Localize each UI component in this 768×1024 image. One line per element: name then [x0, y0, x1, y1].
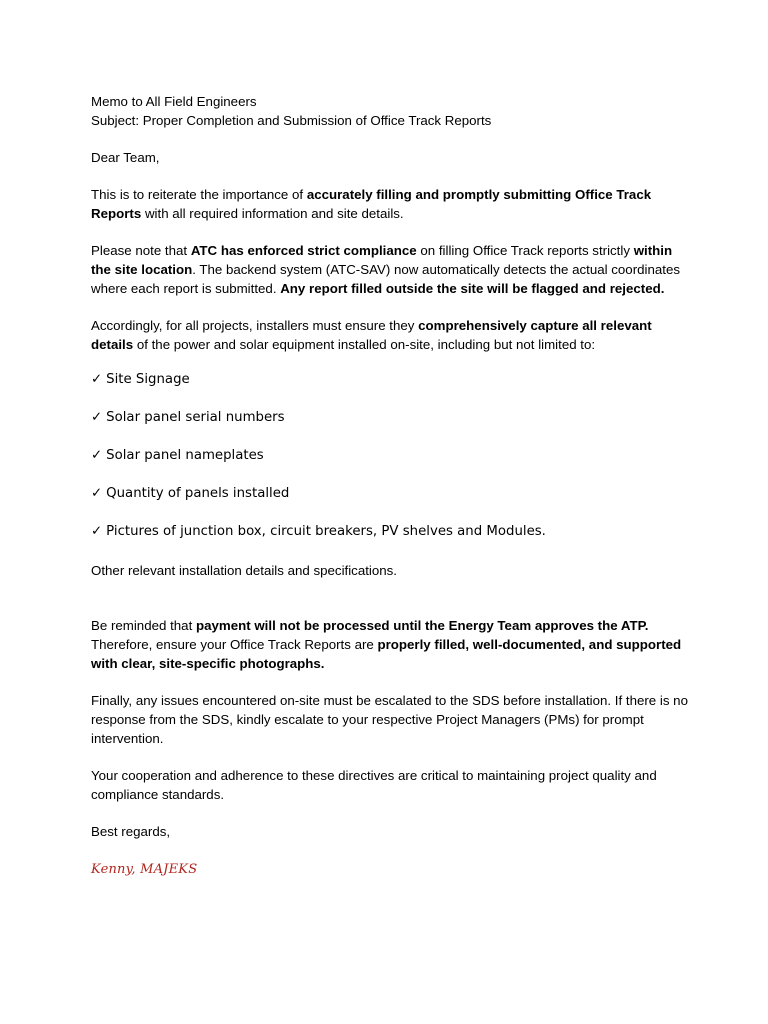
checklist-item [91, 483, 691, 521]
bold-segment: Any report filled outside the site will be flagged and rejected. [280, 281, 665, 296]
check-icon: ✓ [91, 410, 103, 425]
signature: Kenny, MAJEKS [91, 862, 198, 877]
paragraph-cooperation: Your cooperation and adherence to these directives are critical to maintaining project quality and compliance standards. [91, 768, 657, 802]
bold-segment: properly filled, well-documented, and supported with clear, site-specific photographs. [91, 637, 682, 671]
bold-segment: payment will not be processed until the Energy Team approves the ATP. [195, 618, 649, 633]
text-segment: of the power and solar equipment installed on-site, including but not limited to: [133, 337, 596, 352]
checklist-item-label: Pictures of junction box, circuit breakers, PV shelves and Modules. [106, 524, 546, 539]
checklist-item [91, 521, 691, 559]
paragraph-capture-details [91, 316, 691, 354]
paragraph-compliance [91, 241, 691, 298]
bold-segment: within the site location [91, 243, 673, 277]
memo-to-line: Memo to All Field Engineers [91, 94, 257, 109]
text-segment: This is to reiterate the importance of [91, 187, 307, 202]
checklist-item [91, 445, 691, 483]
paragraph-escalation: Finally, any issues encountered on-site must be escalated to the SDS before installation. If there is no response from the SDS, kindly escalate to your respective Project Managers (PMs) for prompt intervention. [91, 693, 688, 746]
check-icon: ✓ [91, 372, 103, 387]
text-segment: Therefore, ensure your Office Track Reports are [91, 637, 378, 652]
check-icon: ✓ [91, 524, 103, 539]
paragraph-payment [91, 616, 691, 673]
paragraph-importance [91, 185, 691, 223]
text-segment: with all required information and site details. [141, 206, 404, 221]
text-segment: on filling Office Track reports strictly [416, 243, 634, 258]
checklist-item [91, 407, 691, 445]
bold-segment: ATC has enforced strict compliance [190, 243, 417, 258]
other-details-line: Other relevant installation details and specifications. [91, 563, 397, 578]
text-segment: . The backend system (ATC-SAV) now automatically detects the actual coordinates where each report is submitted. [91, 262, 681, 296]
checklist-item-label: Solar panel nameplates [106, 448, 264, 463]
check-icon: ✓ [91, 448, 103, 463]
memo-subject-line: Subject: Proper Completion and Submission of Office Track Reports [91, 113, 492, 128]
check-icon: ✓ [91, 486, 103, 501]
bold-segment: accurately filling and promptly submitting Office Track Reports [91, 187, 652, 221]
checklist-item-label: Site Signage [106, 372, 190, 387]
text-segment: Please note that [91, 243, 191, 258]
memo-document [91, 92, 691, 879]
text-segment: Be reminded that [91, 618, 196, 633]
checklist-item-label: Quantity of panels installed [106, 486, 290, 501]
greeting: Dear Team, [91, 150, 160, 165]
bold-segment: comprehensively capture all relevant details [91, 318, 652, 352]
checklist [91, 369, 691, 559]
checklist-item-label: Solar panel serial numbers [106, 410, 285, 425]
checklist-item [91, 369, 691, 407]
text-segment: Accordingly, for all projects, installers must ensure they [91, 318, 419, 333]
closing: Best regards, [91, 824, 171, 839]
